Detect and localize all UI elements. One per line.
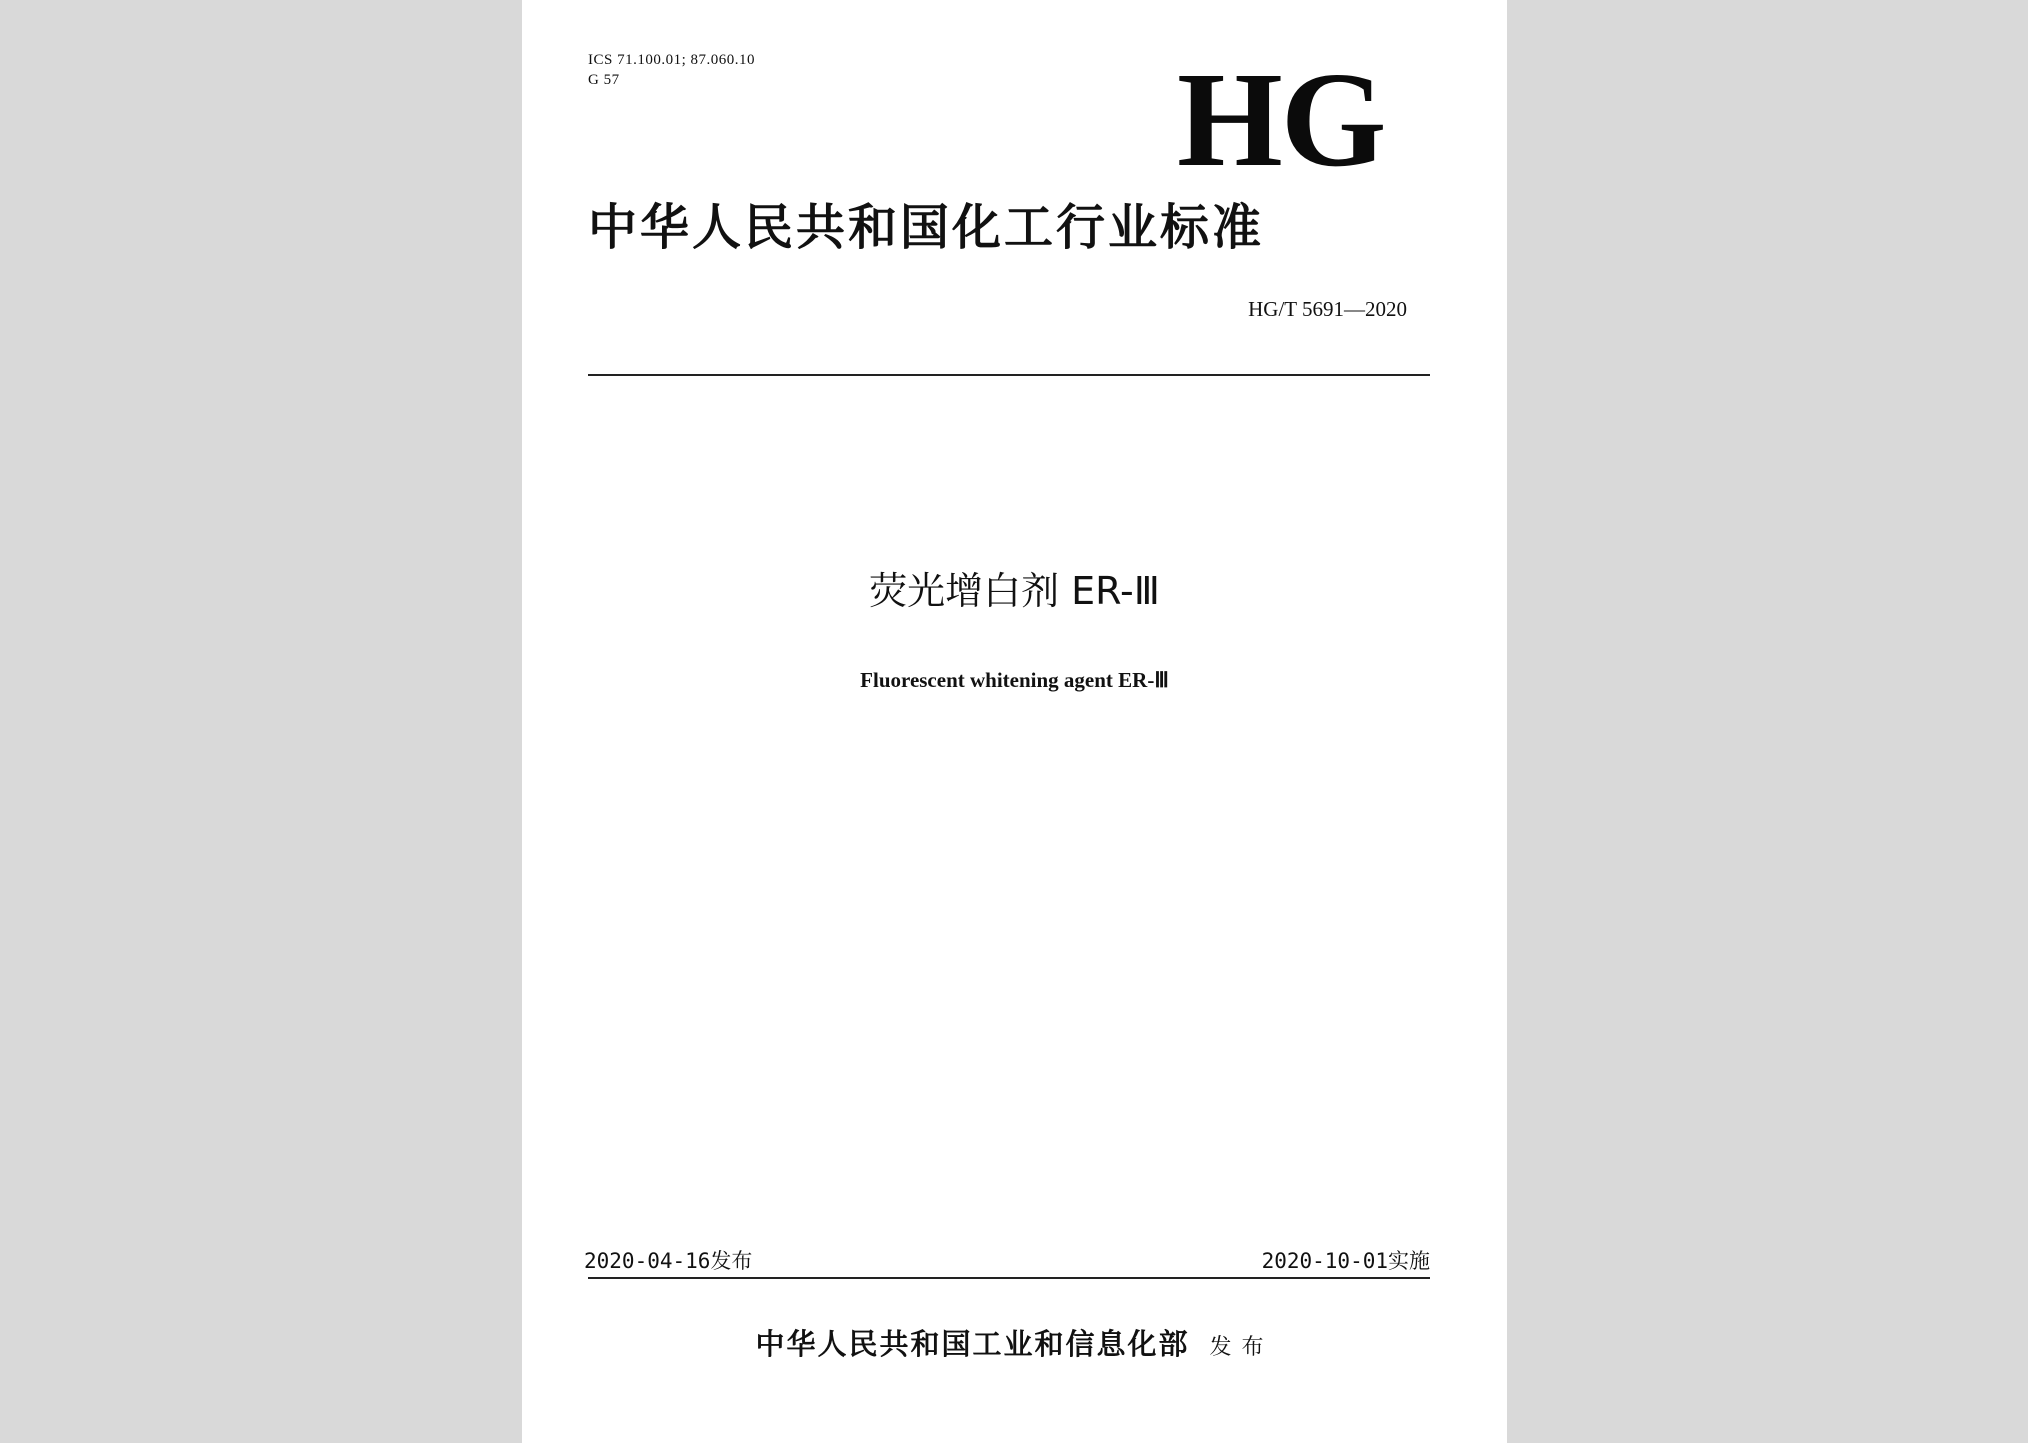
publisher-name: 中华人民共和国工业和信息化部 — [755, 1327, 1190, 1361]
document-title-chinese: 荧光增白剂 ER-Ⅲ — [869, 569, 1160, 613]
ccs-code: G 57 — [588, 72, 620, 88]
ics-code: ICS 71.100.01; 87.060.10 — [588, 52, 756, 68]
standard-number: HG/T 5691—2020 — [1248, 297, 1407, 321]
issue-date: 2020-04-16发布 — [584, 1249, 753, 1273]
hg-logo: HG — [1177, 45, 1385, 195]
document-title-english: Fluorescent whitening agent ER-Ⅲ — [860, 668, 1169, 692]
effective-date: 2020-10-01实施 — [1261, 1249, 1430, 1273]
footer-divider — [588, 1277, 1430, 1279]
publish-label: 发布 — [1209, 1335, 1274, 1360]
publisher-line — [522, 1326, 1507, 1366]
standard-title: 中华人民共和国化工行业标准 — [588, 199, 1265, 256]
document-page — [522, 0, 1507, 1443]
classification-codes — [588, 50, 755, 90]
header-divider — [588, 374, 1430, 376]
